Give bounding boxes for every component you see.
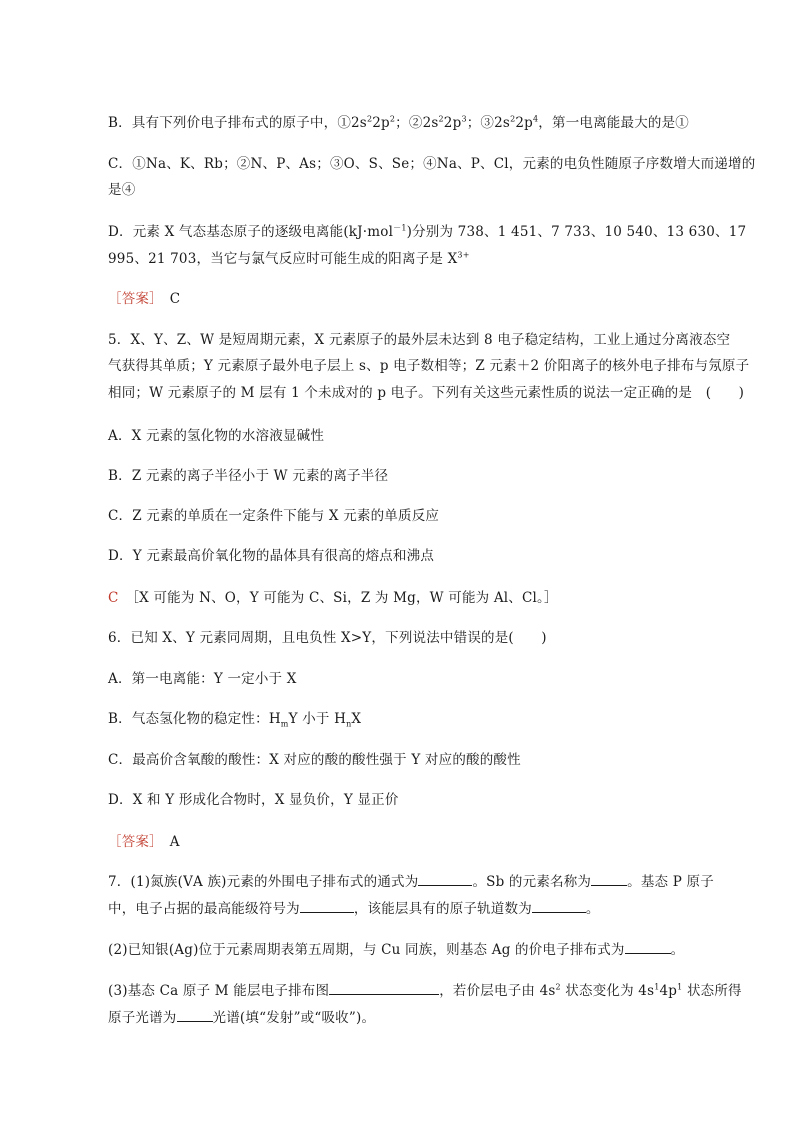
q7-line3 [108, 941, 728, 959]
text: D．元素 X 气态基态原子的逐级电离能(kJ·mol [108, 224, 394, 240]
answer-blank[interactable] [591, 873, 627, 886]
q4-option-b [108, 114, 728, 132]
answer-blank[interactable] [532, 900, 586, 913]
text: ；③2s [466, 115, 511, 131]
q6-option-c: C．最高价含氧酸的酸性：X 对应的酸的酸性强于 Y 对应的酸的酸性 [108, 752, 521, 768]
q4-answer [108, 290, 728, 308]
answer-value: A [169, 834, 180, 850]
q5-stem-line2: 气获得其单质；Y 元素原子最外电子层上 s、p 电子数相等；Z 元素＋2 价阳离子的核外电子排布与氖原子 [108, 358, 750, 374]
text: 中，电子占据的最高能级符号为 [108, 901, 300, 917]
answer-blank[interactable] [418, 873, 472, 886]
sup: 2 [389, 114, 396, 124]
answer-blank[interactable] [625, 941, 671, 954]
q6-option-a: A．第一电离能：Y 一定小于 X [108, 671, 297, 687]
text: 。 [585, 901, 600, 917]
q7-line1 [108, 873, 728, 891]
text: ，若价层电子由 4s [439, 983, 556, 999]
q6-option-b [108, 710, 728, 728]
text: ；②2s [395, 115, 439, 131]
text: ，该能层具有的原子轨道数为 [353, 901, 532, 917]
sup: 3+ [457, 250, 470, 260]
sup: 2 [555, 982, 561, 992]
answer-label: ［答案］ [108, 834, 157, 850]
text: X [351, 711, 362, 727]
text: 光谱(填“发射”或“吸收”)。 [212, 1010, 376, 1026]
text: 2p [515, 115, 533, 131]
text: )分别为 738、1 451、7 733、10 540、13 630、17 [406, 224, 747, 240]
q5-answer [108, 589, 728, 607]
text: (3)基态 Ca 原子 M 能层电子排布图 [108, 983, 330, 999]
text: 7．(1)氮族(ⅤA 族)元素的外围电子排布式的通式为 [108, 874, 419, 890]
text: B．具有下列价电子排布式的原子中，①2s [108, 115, 367, 131]
answer-value: C [169, 291, 181, 307]
text: ，第一电离能最大的是① [538, 115, 689, 131]
text: 。基态 P 原子 [627, 874, 714, 890]
sup: 3 [461, 114, 467, 124]
q7-line5 [108, 1009, 728, 1027]
sup: 2 [510, 114, 516, 124]
q4-option-d-line1 [108, 223, 747, 241]
text: B．气态氢化物的稳定性：H [108, 711, 281, 727]
q4-option-d-line2 [108, 250, 728, 268]
answer-blank[interactable] [300, 900, 354, 913]
answer-explanation: ［X 可能为 N、O，Y 可能为 C、Si，Z 为 Mg，W 可能为 Al、Cl。］ [132, 590, 558, 606]
q4-option-c-line1: C．①Na、K、Rb；②N、P、As；③O、S、Se；④Na、P、Cl，元素的电负性随原子序数增大而递增的 [108, 156, 756, 172]
q5-option-b: B．Z 元素的离子半径小于 W 元素的离子半径 [108, 468, 389, 484]
q5-stem-line1: 5．X、Y、Z、W 是短周期元素，X 元素原子的最外层未达到 8 电子稳定结构，工业上通过分离液态空 [108, 332, 731, 348]
text: 原子光谱为 [108, 1010, 177, 1026]
text: 。Sb 的元素名称为 [472, 874, 592, 890]
q6-answer [108, 833, 728, 851]
q7-line4 [108, 982, 742, 1000]
sub: n [346, 719, 352, 729]
sup: 2 [366, 114, 373, 124]
answer-value: C [108, 590, 119, 606]
sub: m [280, 719, 289, 729]
answer-blank[interactable] [329, 982, 439, 995]
text: 2p [372, 115, 390, 131]
text: 995、21 703，当它与氯气反应时可能生成的阳离子是 X [108, 251, 458, 267]
text: 状态所得 [682, 983, 742, 999]
sup: 1 [654, 982, 660, 992]
text: 2p [443, 115, 462, 131]
text: (2)已知银(Ag)位于元素周期表第五周期，与 Cu 同族，则基态 Ag 的价电子排布式为 [108, 942, 625, 958]
text: 。 [670, 942, 685, 958]
q6-option-d: D．X 和 Y 形成化合物时，X 显负价，Y 显正价 [108, 792, 399, 808]
q5-option-a: A．X 元素的氢化物的水溶液显碱性 [108, 428, 325, 444]
answer-blank[interactable] [177, 1009, 213, 1022]
q5-option-d: D．Y 元素最高价氧化物的晶体具有很高的熔点和沸点 [108, 548, 435, 564]
sup: －1 [393, 223, 407, 233]
sup: 2 [438, 114, 444, 124]
q6-stem: 6．已知 X、Y 元素同周期，且电负性 X>Y，下列说法中错误的是( ) [108, 630, 547, 646]
text: 状态变化为 4s [560, 983, 655, 999]
q5-option-c: C．Z 元素的单质在一定条件下能与 X 元素的单质反应 [108, 508, 440, 524]
answer-label: ［答案］ [108, 291, 157, 307]
text: Y 小于 H [288, 711, 347, 727]
q4-option-c-line2: 是④ [108, 182, 136, 198]
text: 4p [659, 983, 678, 999]
q7-line2 [108, 900, 728, 918]
sup: 1 [677, 982, 683, 992]
q5-stem-line3: 相同；W 元素原子的 M 层有 1 个未成对的 p 电子。下列有关这些元素性质的说法一定正确的是 ( ) [108, 385, 745, 401]
sup: 4 [533, 114, 539, 124]
